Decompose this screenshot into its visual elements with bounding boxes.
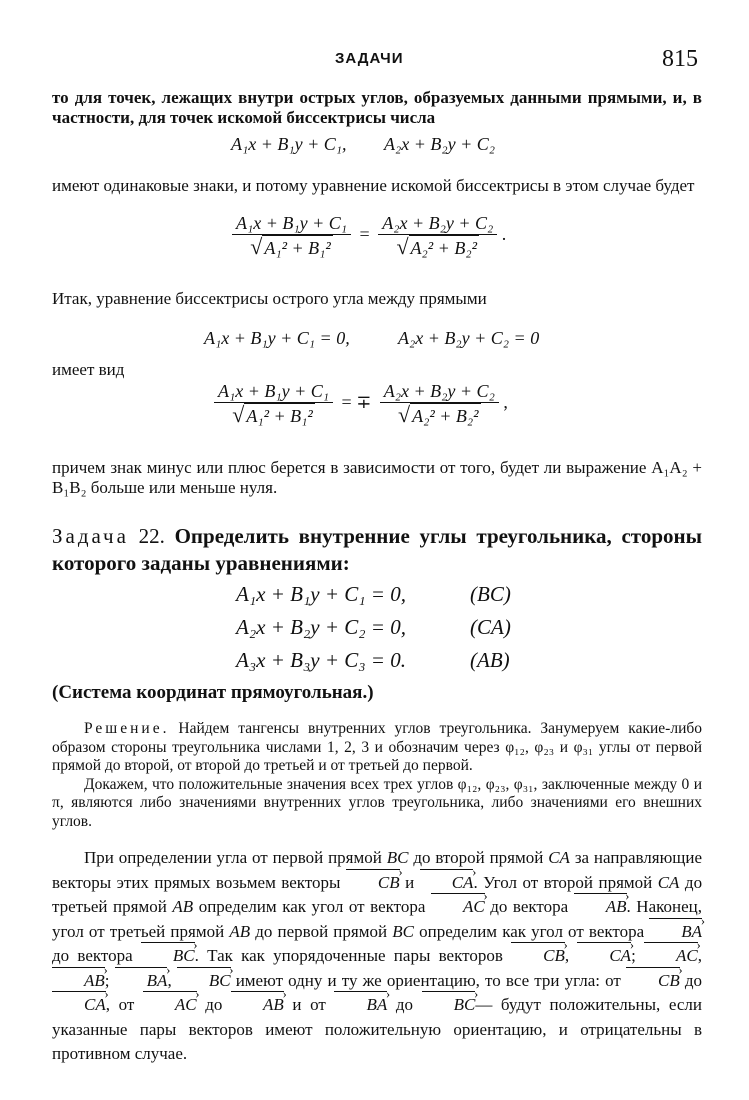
paragraph-5: причем знак минус или плюс берется в зависимости от того, будет ли выражение A₁A₂ + B₁B₂ больше или меньше нуля. bbox=[52, 458, 702, 497]
page-number: 815 bbox=[662, 46, 698, 72]
equation-system bbox=[236, 582, 536, 681]
fraction-right: $\frac{\text{A₂x + B₂y + C₂}}{\text{√ A₂² + B₂²}}$ bbox=[378, 212, 497, 260]
page-header bbox=[0, 46, 749, 76]
paragraph-2: имеют одинаковые знаки, и потому уравнение искомой биссектрисы в этом случае будет bbox=[52, 176, 695, 195]
task-text: Определить внутренние углы треугольника, стороны которого заданы уравнениями: bbox=[52, 524, 703, 575]
vector-bc: BC › bbox=[141, 944, 195, 969]
vector-ab: AB › bbox=[574, 895, 627, 920]
running-title: ЗАДАЧИ bbox=[335, 50, 404, 67]
solution-label: Решение. bbox=[84, 720, 170, 737]
fraction-left: $\frac{\text{A₁x + B₁y + C₁}}{\text{√ A₁² + B₁²}}$ bbox=[214, 380, 333, 428]
solution-paragraph-2: Докажем, что положительные значения всех трех углов φ₁₂, φ₂₃, φ₃₁, заключенные между 0 и π, являются либо значениями внутренних углов треугольника, либо значениями его внешних углов. bbox=[52, 775, 702, 830]
vector-ca: CA › bbox=[420, 871, 474, 896]
system-row-1: A₁x + B₁y + C₁ = 0, (BC) bbox=[236, 582, 511, 606]
paragraph-3: Итак, уравнение биссектрисы острого угла между прямыми bbox=[52, 289, 487, 308]
task-label: Задача bbox=[52, 524, 129, 548]
final-paragraph: При определении угла от первой прямой BC до второй прямой CA за направляющие векторы этих прямых возьмем векторы CB › и CA ›. Угол от второй прямой CA до третьей прямой AB определим как угол от вектора AC › до вектора AB ›. Наконец, угол от третьей прямой AB до первой прямой BC определим как угол от вектора BA › до вектора BC ›. Так как упорядоченные пары векторов CB ›, CA ›; AC ›, AB ›; BA ›, BC › имеют одну и ту же ориентацию, то все три угла: от CB › до CA ›, от AC › до AB › и от BA › до BC ›— будут положительны, если указанные пары векторов имеют положительную ориентацию, и отрицательны в противном случае. bbox=[52, 846, 702, 1067]
coordinate-note: (Система координат прямоугольная.) bbox=[52, 682, 374, 703]
fraction-left: $\frac{\text{A₁x + B₁y + C₁}}{\text{√ A₁² + B₁²}}$ bbox=[232, 212, 351, 260]
solution: Решение. Найдем тангенсы внутренних углов треугольника. Занумеруем какие-либо образом стороны треугольника числами 1, 2, 3 и обозначим через φ₁₂, φ₂₃ и φ₃₁ углы от первой прямой до второй, от второй до третьей и от третьей до первой. Докажем, что положительные значения всех трех углов φ₁₂, φ₂₃, φ₃₁, заключенные между 0 и π, являются либо значениями внутренних углов треугольника, либо значениями его внешних углов. bbox=[52, 720, 702, 830]
paragraph-1: то для точек, лежащих внутри острых углов, образуемых данными прямыми, и, в частности, для точек искомой биссектрисы числа bbox=[52, 88, 702, 127]
system-row-3: A₃x + B₃y + C₃ = 0. (AB) bbox=[236, 648, 510, 672]
task-number: 22. bbox=[138, 524, 165, 548]
task-22 bbox=[52, 523, 702, 577]
fraction-right: $\frac{\text{A₂x + B₂y + C₂}}{\text{√ A₂² + B₂²}}$ bbox=[380, 380, 499, 428]
vector-ba: BA › bbox=[649, 920, 702, 945]
vector-cb: CB › bbox=[346, 871, 400, 896]
paragraph-4: имеет вид bbox=[52, 360, 125, 379]
vector-ac: AC › bbox=[431, 895, 485, 920]
system-row-2: A₂x + B₂y + C₂ = 0, (CA) bbox=[236, 615, 511, 639]
book-page: ЗАДАЧИ 815 то для точек, лежащих внутри острых углов, образуемых данными прямыми, и, в частности, для точек искомой биссектрисы числа A₁x + B₁y + C₁, A₂x + B₂y + C₂ имеют одинаковые знаки, и потому уравнение искомой биссектрисы в этом случае будет $\frac{\text{A₁x + B₁y + C₁}}{\text{√ A₁² + B₁²}}$ = $\frac{\text{A₂x + B₂y + C₂}}{\text{√ A₂² + B₂²}}$ . Итак, уравнение биссектрисы острого угла между прямыми A₁x + B₁y + C₁ = 0, A₂x + B₂y + C₂ = 0 имеет вид $\frac{\text{A₁x + B₁y + C₁}}{\text{√ A₁² + B₁²}}$ = ∓ $\frac{\text{A₂x + B₂y + C₂}}{\text{√ A₂² + B₂²}}$ , причем знак минус или плюс берется в зависимости от того, будет ли выражение A₁A₂ + B₁B₂ больше или меньше нуля. Задача 22. Определить внутренние углы треугольника, стороны которого заданы уравнениями: A₁x + B₁y + C₁ = 0, (BC) A₂x + B₂y + C₂ = 0, (CA) A₃x + B₃y + C₃ = 0. (AB) (Система координат прямоугольная.) Решение. Найдем тангенсы внутренних углов треугольника. Занумеруем какие-либо образом стороны треугольника числами 1, 2, 3 и обозначим через φ₁₂, φ₂₃ и φ₃₁ углы от первой прямой до второй, от второй до третьей и от третьей до первой. Докажем, что положительные значения всех трех углов φ₁₂, φ₂₃, φ₃₁, заключенные между 0 и π, являются либо значениями внутренних углов треугольника, либо значениями его внешних углов. При определении угла от первой прямой BC до второй прямой CA за направляющие векторы этих прямых возьмем векторы CB › и CA ›. Угол от второй прямой CA до третьей прямой AB определим как угол от вектора AC › до вектора AB ›. Наконец, угол от третьей прямой AB до первой прямой BC определим как угол от вектора BA › до вектора BC ›. Так как упорядоченные пары векторов CB ›, CA ›; AC ›, AB ›; BA ›, BC › имеют одну и ту же ориентацию, то все три угла: от CB › до CA ›, от AC › до AB › и от BA › до BC ›— будут положительны, если указанные пары векторов имеют положительную ориентацию, и отрицательны в противном случае. bbox=[0, 0, 749, 1100]
